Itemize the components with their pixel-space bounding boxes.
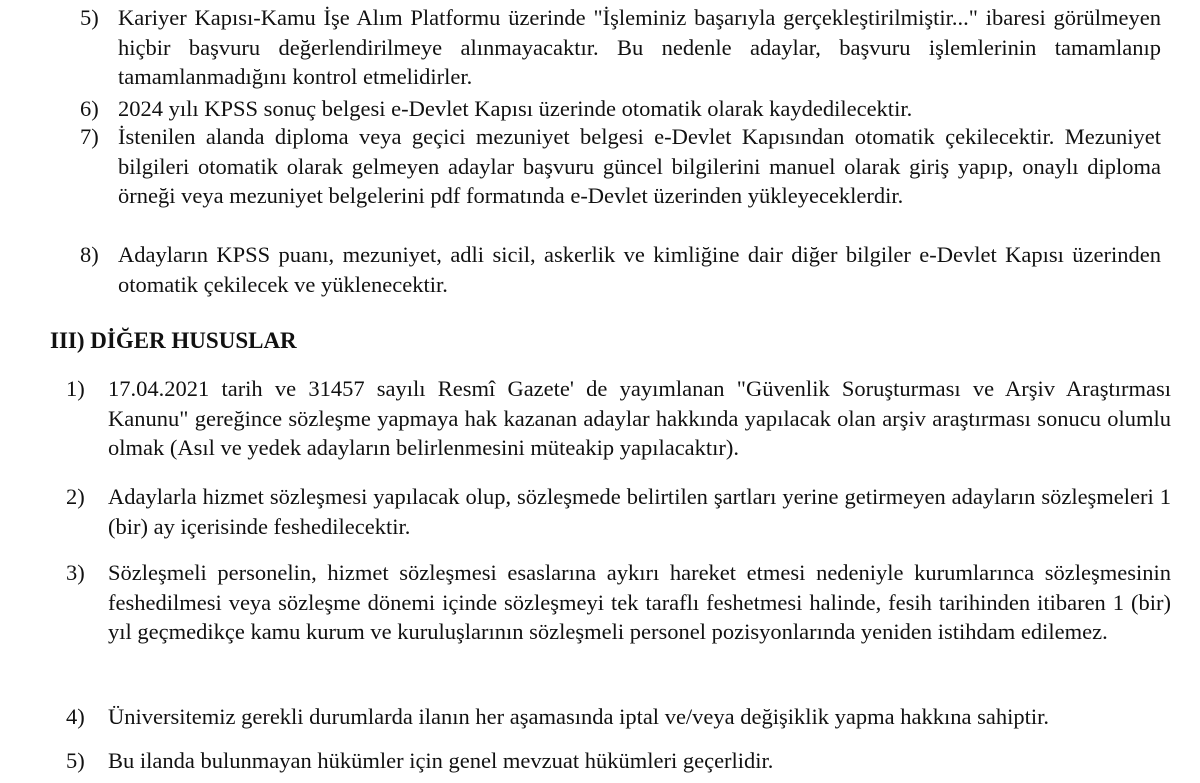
list-item-text: Bu ilanda bulunmayan hükümler için genel mevzuat hükümleri geçerlidir. bbox=[108, 748, 774, 773]
list-item-number: 1) bbox=[66, 376, 85, 401]
list-item-text: Kariyer Kapısı-Kamu İşe Alım Platformu üzerinde "İşleminiz başarıyla gerçekleştirilmiştir..." ibaresi görülmeyen hiçbir başvuru değerlendirilmeye alınmayacaktır. Bu nedenle adaylar, başvuru işlemlerinin tamamlanıp tamamlanmadığını kontrol etmelidirler. bbox=[118, 5, 1161, 89]
list-item-number: 4) bbox=[66, 704, 85, 729]
list-item bbox=[66, 746, 1171, 776]
list-item bbox=[80, 240, 1161, 299]
list-item bbox=[80, 3, 1161, 92]
list-item-number: 5) bbox=[66, 748, 85, 773]
list-item bbox=[66, 374, 1171, 463]
section-heading: III) DİĞER HUSUSLAR bbox=[50, 328, 297, 353]
list-item-number: 8) bbox=[80, 242, 99, 267]
list-item-text: Adaylarla hizmet sözleşmesi yapılacak olup, sözleşmede belirtilen şartları yerine getirmeyen adayların sözleşmeleri 1 (bir) ay içerisinde feshedilecektir. bbox=[108, 484, 1171, 539]
list-item-text: 2024 yılı KPSS sonuç belgesi e-Devlet Kapısı üzerinde otomatik olarak kaydedilecektir. bbox=[118, 96, 913, 121]
list-item bbox=[80, 122, 1161, 211]
list-item bbox=[66, 702, 1171, 732]
list-item-text: Üniversitemiz gerekli durumlarda ilanın her aşamasında iptal ve/veya değişiklik yapma hakkına sahiptir. bbox=[108, 704, 1049, 729]
list-item-text: 17.04.2021 tarih ve 31457 sayılı Resmî Gazete' de yayımlanan "Güvenlik Soruşturması ve Arşiv Araştırması Kanunu" gereğince sözleşme yapmaya hak kazanan adaylar hakkında yapılacak olan arşiv araştırması sonucu olumlu olmak (Asıl ve yedek adayların belirlenmesini müteakip yapılacaktır). bbox=[108, 376, 1171, 460]
list-item-number: 3) bbox=[66, 560, 85, 585]
list-item-number: 5) bbox=[80, 5, 99, 30]
list-item bbox=[66, 558, 1171, 647]
list-item-number: 6) bbox=[80, 96, 99, 121]
list-item-text: Sözleşmeli personelin, hizmet sözleşmesi esaslarına aykırı hareket etmesi nedeniyle kurumlarınca sözleşmesinin feshedilmesi veya sözleşme dönemi içinde sözleşmeyi tek taraflı feshetmesi halinde, fesih tarihinden itibaren 1 (bir) yıl geçmedikçe kamu kurum ve kuruluşlarının sözleşmeli personel pozisyonlarında yeniden istihdam edilemez. bbox=[108, 560, 1171, 644]
list-item-number: 2) bbox=[66, 484, 85, 509]
list-item-text: İstenilen alanda diploma veya geçici mezuniyet belgesi e-Devlet Kapısından otomatik çekilecektir. Mezuniyet bilgileri otomatik olarak gelmeyen adaylar başvuru güncel bilgilerini manuel olarak giriş yapıp, onaylı diploma örneği veya mezuniyet belgelerini pdf formatında e-Devlet üzerinden yükleyeceklerdir. bbox=[118, 124, 1161, 208]
list-item bbox=[66, 482, 1171, 541]
list-item-text: Adayların KPSS puanı, mezuniyet, adli sicil, askerlik ve kimliğine dair diğer bilgiler e-Devlet Kapısı üzerinden otomatik çekilecek ve yüklenecektir. bbox=[118, 242, 1161, 297]
list-item-number: 7) bbox=[80, 124, 99, 149]
list-item bbox=[80, 94, 1161, 124]
